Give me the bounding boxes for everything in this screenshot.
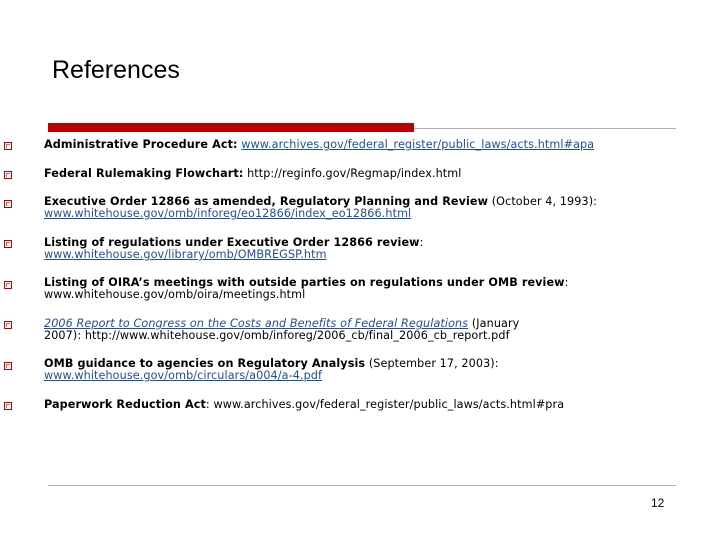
reference-label: Administrative Procedure Act:	[44, 138, 238, 151]
reference-url: www.archives.gov/federal_register/public_laws/acts.html#pra	[213, 398, 565, 411]
reference-note: :	[205, 398, 210, 411]
bullet-icon	[4, 321, 12, 329]
title-accent-bar	[48, 123, 414, 132]
reference-item-oira-meetings	[44, 277, 694, 301]
bullet-icon	[4, 200, 12, 208]
reference-item-pra	[44, 399, 694, 411]
reference-link[interactable]: www.whitehouse.gov/omb/inforeg/eo12866/index_eo12866.html	[44, 207, 412, 220]
reference-link[interactable]: www.whitehouse.gov/library/omb/OMBREGSP.htm	[44, 248, 327, 261]
reference-label: Listing of OIRA’s meetings with outside parties on regulations under OMB review	[44, 276, 565, 289]
reference-note: (October 4, 1993):	[491, 195, 598, 208]
reference-item-flowchart	[44, 168, 694, 180]
reference-label: Paperwork Reduction Act	[44, 398, 206, 411]
reference-note: (January	[471, 317, 520, 330]
reference-url: www.whitehouse.gov/omb/oira/meetings.html	[44, 288, 306, 301]
bullet-icon	[4, 142, 12, 150]
bullet-icon	[4, 240, 12, 248]
reference-item-2006-report	[44, 318, 694, 342]
reference-item-eo12866	[44, 196, 694, 220]
reference-url: 2007): http://www.whitehouse.gov/omb/inforeg/2006_cb/final_2006_cb_report.pdf	[44, 329, 510, 342]
page-number: 12	[651, 496, 665, 510]
report-link[interactable]: 2006 Report to Congress on the Costs and Benefits of Federal Regulations	[44, 317, 469, 330]
reference-item-apa	[44, 139, 694, 151]
reference-note: :	[564, 276, 569, 289]
reference-link[interactable]: www.archives.gov/federal_register/public_laws/acts.html#apa	[241, 138, 595, 151]
reference-label: Listing of regulations under Executive Order 12866 review	[44, 236, 420, 249]
bullet-icon	[4, 281, 12, 289]
reference-label: Federal Rulemaking Flowchart:	[44, 167, 244, 180]
bullet-icon	[4, 402, 12, 410]
bullet-icon	[4, 171, 12, 179]
bullet-icon	[4, 362, 12, 370]
reference-note: :	[419, 236, 424, 249]
reference-item-regulatory-analysis	[44, 358, 694, 382]
footer-rule	[48, 485, 676, 486]
reference-label: Executive Order 12866 as amended, Regulatory Planning and Review	[44, 195, 489, 208]
reference-item-eo-review-list	[44, 237, 694, 261]
reference-note: (September 17, 2003):	[368, 357, 499, 370]
slide-title: References	[52, 56, 180, 84]
reference-url: http://reginfo.gov/Regmap/index.html	[247, 167, 462, 180]
reference-label: OMB guidance to agencies on Regulatory Analysis	[44, 357, 366, 370]
reference-link[interactable]: www.whitehouse.gov/omb/circulars/a004/a-4.pdf	[44, 369, 323, 382]
